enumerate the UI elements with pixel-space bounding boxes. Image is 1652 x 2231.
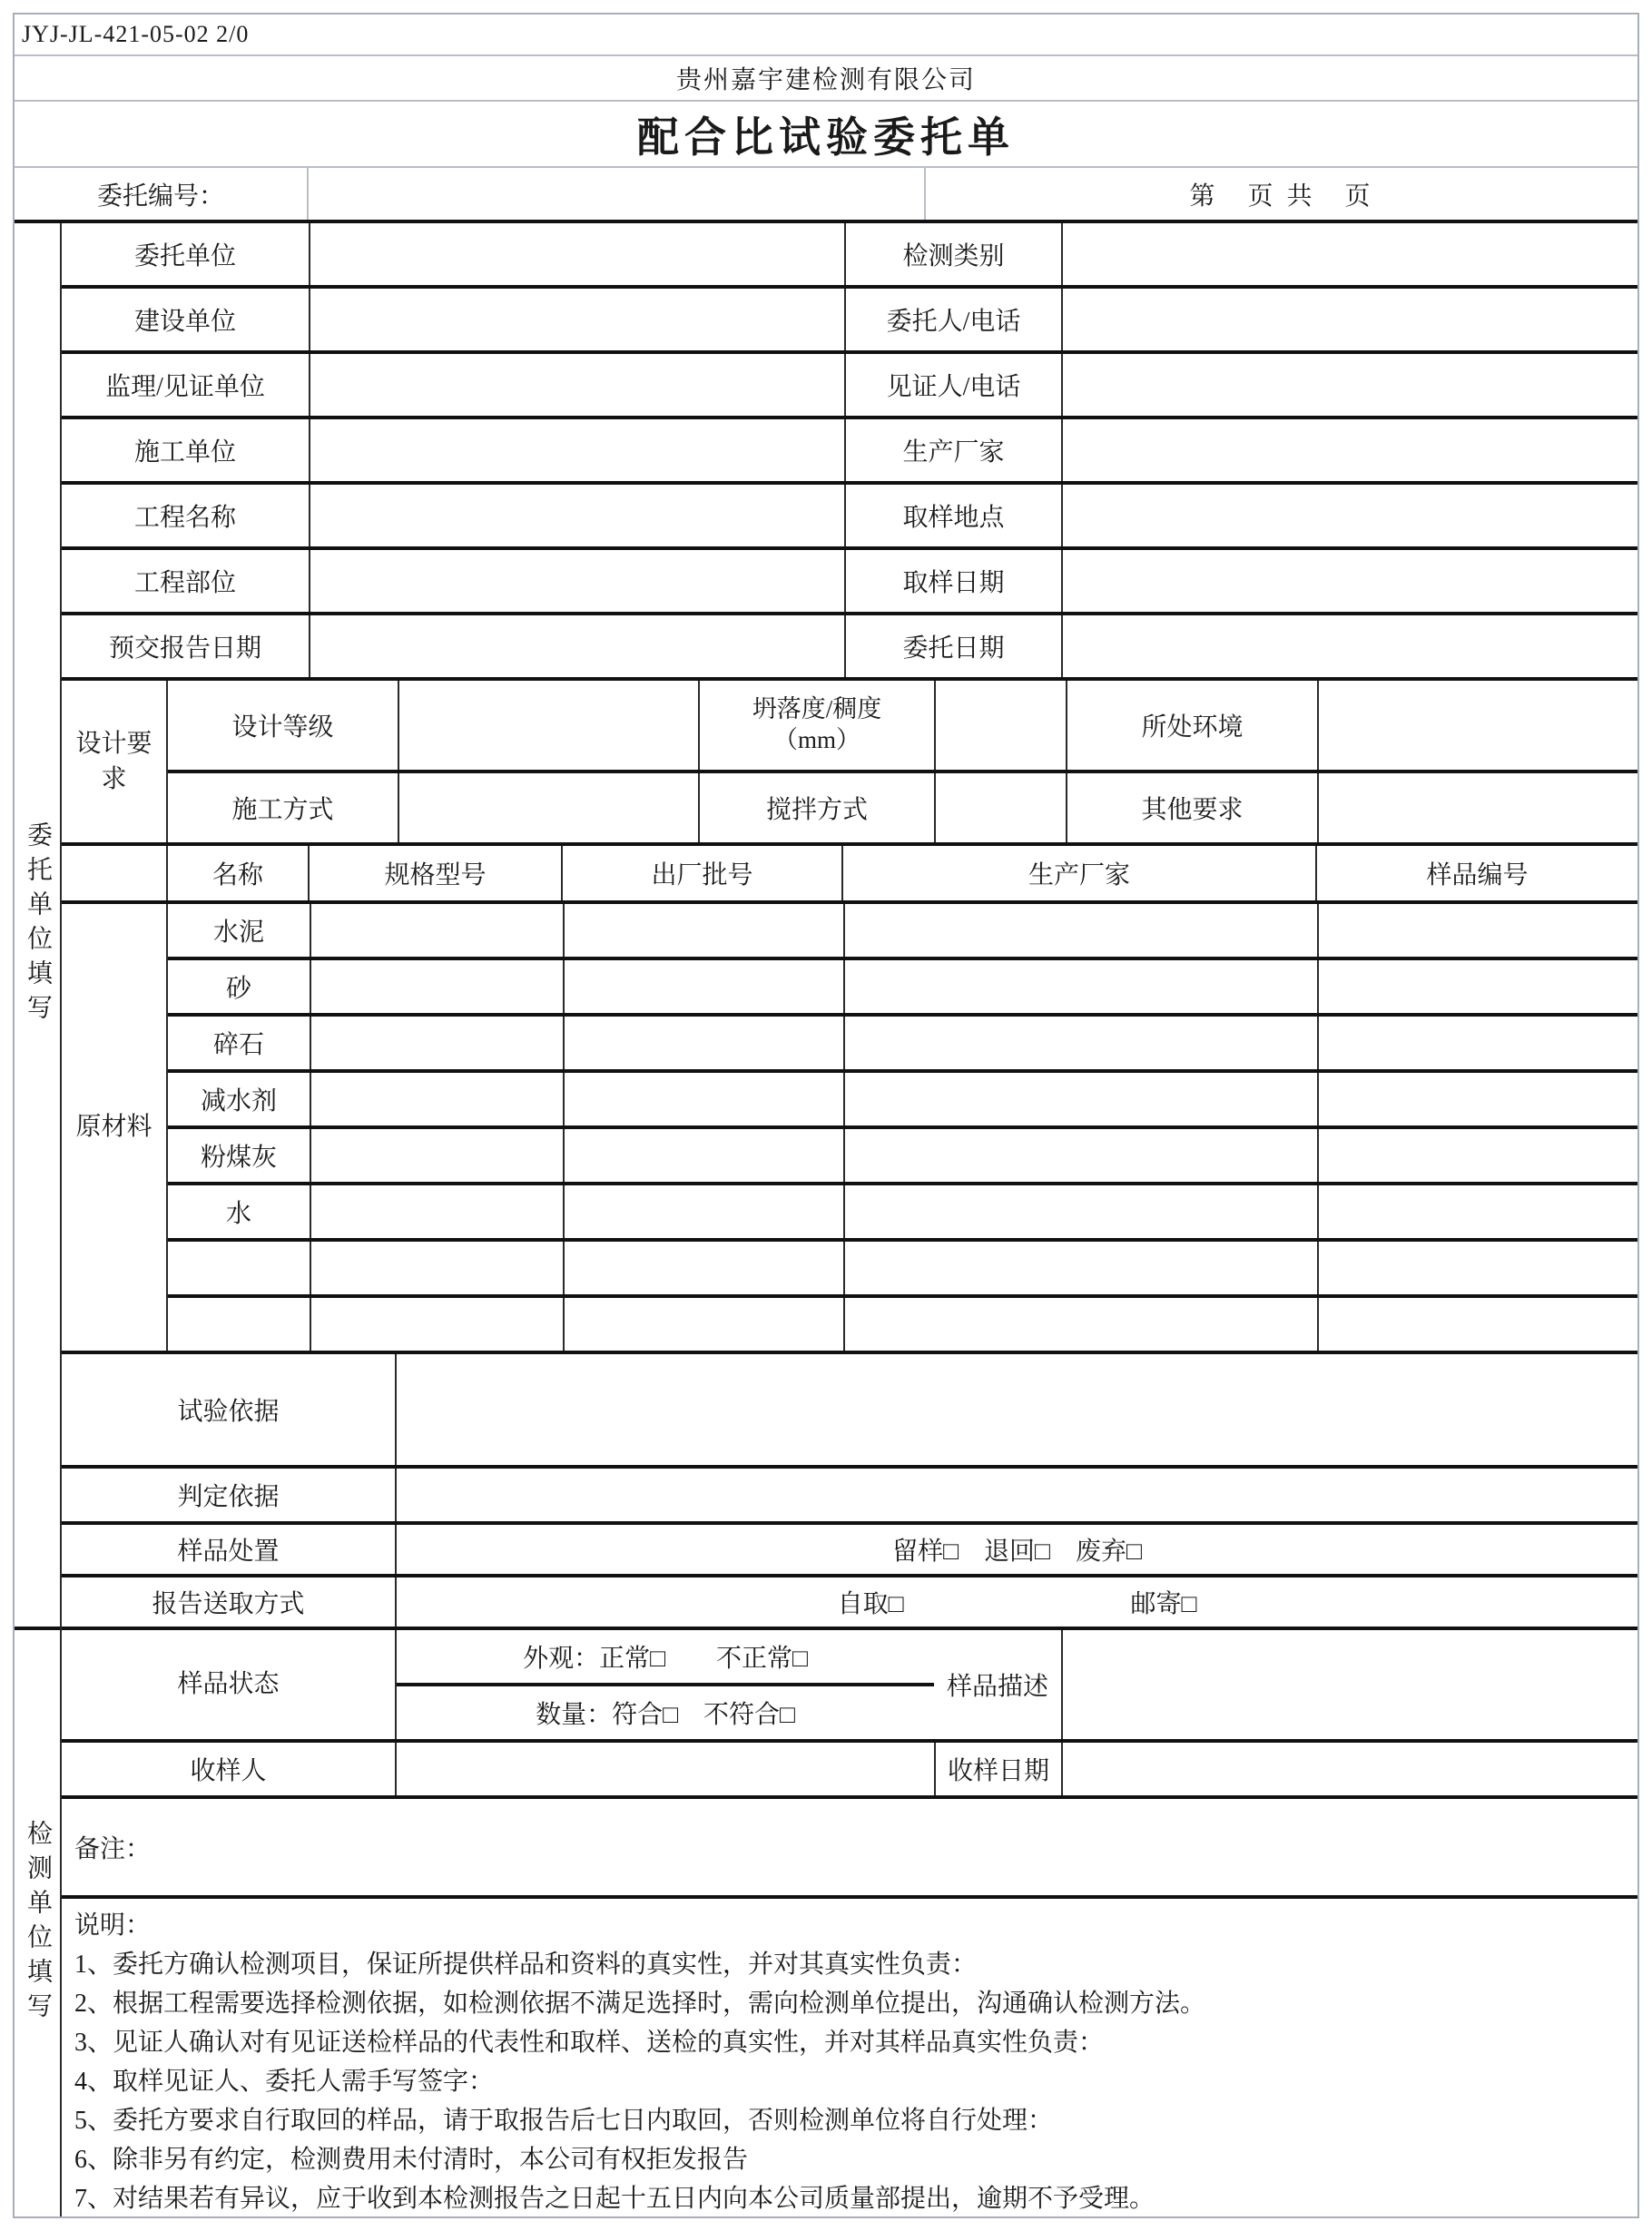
row-value (309, 419, 844, 481)
column-header: 规格型号 (308, 846, 561, 900)
row-value (934, 681, 1066, 770)
row-label: 取样日期 (844, 550, 1061, 612)
row-label: 判定依据 (177, 1483, 280, 1511)
row-label: 检测类别 (844, 223, 1061, 285)
row-label: 报告送取方式 (152, 1590, 305, 1618)
row-value (309, 550, 844, 612)
material-batch (563, 960, 843, 1013)
quantity-checkboxes: 数量：符合□ 不符合□ (536, 1701, 795, 1729)
entrust-no-row (15, 168, 1637, 220)
row-value (309, 223, 844, 285)
sample-status-section (62, 1630, 1637, 1743)
row-value (1061, 289, 1637, 350)
material-batch (563, 1298, 843, 1351)
row-label: 施工方式 (231, 796, 334, 824)
sample-desc-label: 样品描述 (946, 1673, 1048, 1701)
table-row (62, 550, 1637, 615)
row-label: 收样人 (190, 1757, 267, 1785)
row-value (309, 485, 844, 546)
table-row (62, 615, 1637, 681)
table-row (62, 419, 1637, 485)
table-row (62, 223, 1637, 289)
material-sample-no (1317, 904, 1637, 957)
note-item: 3、见证人确认对有见证送检样品的代表性和取样、送检的真实性，并对其样品真实性负责： (74, 2029, 1105, 2057)
row-label: 建设单位 (133, 308, 236, 336)
material-sample-no (1317, 1073, 1637, 1125)
row-value (309, 289, 844, 350)
material-spec (310, 1073, 563, 1125)
row-label: 见证人/电话 (844, 354, 1061, 416)
material-name: 碎石 (212, 1031, 264, 1059)
band-lab-section (15, 1630, 60, 2216)
material-spec (310, 1185, 563, 1238)
material-row (168, 1017, 1637, 1073)
materials-header-spacer (62, 846, 166, 900)
row-value (395, 1743, 934, 1795)
design-row-1 (168, 681, 1637, 773)
delivery-option-self: 自取□ (837, 1590, 904, 1618)
row-label: 预交报告日期 (108, 634, 261, 663)
material-name: 减水剂 (200, 1087, 277, 1116)
material-sample-no (1317, 960, 1637, 1013)
row-value (1061, 1743, 1637, 1795)
slump-label (698, 681, 934, 770)
row-label: 委托日期 (844, 615, 1061, 677)
row-label: 监理/见证单位 (105, 373, 265, 401)
material-sample-no (1317, 1298, 1637, 1351)
column-header: 生产厂家 (841, 846, 1315, 900)
material-maker (843, 1242, 1317, 1294)
note-item: 2、根据工程需要选择检测依据，如检测依据不满足选择时，需向检测单位提出，沟通确认检测方法。 (74, 1990, 1206, 2018)
material-row (168, 1242, 1637, 1298)
row-value (398, 681, 698, 770)
material-spec (310, 1017, 563, 1069)
material-row (168, 904, 1637, 960)
row-label: 工程名称 (133, 504, 236, 532)
row-value (395, 1469, 1637, 1521)
appearance-checkboxes: 外观：正常□ 不正常□ (397, 1630, 934, 1686)
note-item: 5、委托方要求自行取回的样品，请于取报告后七日内取回，否则检测单位将自行处理： (74, 2107, 1054, 2135)
row-label: 所处环境 (1066, 681, 1317, 770)
page-count-label: 第 页 共 页 (924, 168, 1637, 220)
delivery-option-mail: 邮寄□ (1130, 1590, 1197, 1618)
material-name: 水 (225, 1200, 251, 1228)
remark-label: 备注： (74, 1835, 152, 1863)
entrust-no-label: 委托编号： (96, 182, 224, 211)
material-spec (310, 960, 563, 1013)
row-value (309, 354, 844, 416)
table-row (62, 354, 1637, 419)
row-label: 工程部位 (133, 569, 236, 597)
delivery-checkboxes (395, 1577, 1637, 1627)
sample-desc-value (1061, 1630, 1637, 1739)
material-batch (563, 1129, 843, 1182)
sample-disposal-row (62, 1525, 1637, 1577)
row-value (1317, 773, 1637, 842)
row-value (309, 615, 844, 677)
column-header: 出厂批号 (561, 846, 841, 900)
row-label: 施工单位 (133, 438, 236, 467)
row-label: 其他要求 (1066, 773, 1317, 842)
materials-section-label: 原材料 (75, 1113, 152, 1142)
main-table (15, 220, 1637, 2218)
sample-status-label: 样品状态 (177, 1670, 280, 1699)
sample-status-checks (395, 1630, 934, 1739)
row-label: 取样地点 (844, 485, 1061, 546)
material-batch (563, 1073, 843, 1125)
material-maker (843, 904, 1317, 957)
remark-row (62, 1799, 1637, 1899)
form-title: 配合比试验委托单 (15, 102, 1637, 168)
material-row (168, 1073, 1637, 1129)
row-label: 试验依据 (177, 1398, 280, 1426)
row-value (1061, 550, 1637, 612)
material-maker (843, 1017, 1317, 1069)
material-batch (563, 1017, 843, 1069)
row-label: 生产厂家 (844, 419, 1061, 481)
material-sample-no (1317, 1185, 1637, 1238)
material-maker (843, 1129, 1317, 1182)
notes-row (62, 1899, 1637, 2216)
materials-section (62, 904, 1637, 1354)
material-name: 水泥 (212, 919, 264, 947)
table-content (62, 223, 1637, 2216)
material-spec (310, 904, 563, 957)
material-row (168, 960, 1637, 1017)
row-value (1061, 223, 1637, 285)
material-maker (843, 960, 1317, 1013)
material-sample-no (1317, 1242, 1637, 1294)
material-sample-no (1317, 1129, 1637, 1182)
note-item: 4、取样见证人、委托人需手写签字： (74, 2068, 495, 2096)
receiver-row (62, 1743, 1637, 1799)
band-client-section (15, 223, 60, 1630)
table-row (62, 485, 1637, 550)
row-value (1061, 419, 1637, 481)
row-value (1061, 485, 1637, 546)
entrust-no-value (307, 168, 924, 220)
row-value (1317, 681, 1637, 770)
material-spec (310, 1298, 563, 1351)
design-section-label: 设计要求 (75, 729, 152, 793)
doc-code: JYJ-JL-421-05-02 2/0 (15, 15, 1637, 56)
material-name: 粉煤灰 (200, 1144, 277, 1172)
column-header: 样品编号 (1315, 846, 1637, 900)
table-row (62, 289, 1637, 354)
row-label: 收样日期 (934, 1743, 1061, 1795)
row-label: 样品处置 (177, 1538, 280, 1566)
note-item: 7、对结果若有异议，应于收到本检测报告之日起十五日内向本公司质量部提出，逾期不予受理。 (74, 2185, 1155, 2213)
side-band (15, 223, 62, 2216)
report-delivery-row (62, 1577, 1637, 1630)
notes-block (62, 1899, 1637, 2216)
material-maker (843, 1298, 1317, 1351)
judge-basis-row (62, 1469, 1637, 1525)
design-requirements-section (62, 681, 1637, 846)
row-value (1061, 615, 1637, 677)
slump-label-line1: 坍落度/稠度 (752, 695, 882, 723)
material-row (168, 1298, 1637, 1351)
slump-label-line2: （mm） (772, 726, 860, 753)
material-maker (843, 1073, 1317, 1125)
disposal-checkboxes: 留样□ 退回□ 废弃□ (395, 1525, 1637, 1574)
note-item: 6、除非另有约定，检测费用未付清时，本公司有权拒发报告 (74, 2146, 749, 2174)
material-batch (563, 1242, 843, 1294)
row-label: 委托人/电话 (844, 289, 1061, 350)
material-spec (310, 1129, 563, 1182)
row-label: 委托单位 (133, 242, 236, 270)
material-name (168, 1242, 310, 1294)
form-sheet (13, 13, 1639, 2218)
materials-header-row (62, 846, 1637, 904)
column-header: 名称 (166, 846, 308, 900)
material-spec (310, 1242, 563, 1294)
note-item: 1、委托方确认检测项目，保证所提供样品和资料的真实性，并对其真实性负责： (74, 1951, 978, 1979)
material-row (168, 1185, 1637, 1242)
material-maker (843, 1185, 1317, 1238)
company-name: 贵州嘉宇建检测有限公司 (15, 56, 1637, 102)
row-label: 搅拌方式 (698, 773, 934, 842)
material-row (168, 1129, 1637, 1185)
material-name (168, 1298, 310, 1351)
material-sample-no (1317, 1017, 1637, 1069)
test-basis-row (62, 1354, 1637, 1469)
design-row-2 (168, 773, 1637, 842)
material-batch (563, 904, 843, 957)
row-label: 设计等级 (231, 713, 334, 742)
row-value (395, 1354, 1637, 1465)
notes-heading: 说明： (74, 1912, 152, 1940)
band-client-label: 委托单位填写 (24, 821, 52, 1028)
band-lab-label: 检测单位填写 (24, 1820, 52, 2027)
row-value (1061, 354, 1637, 416)
row-value (934, 773, 1066, 842)
row-value (398, 773, 698, 842)
material-batch (563, 1185, 843, 1238)
material-name: 砂 (225, 975, 251, 1003)
